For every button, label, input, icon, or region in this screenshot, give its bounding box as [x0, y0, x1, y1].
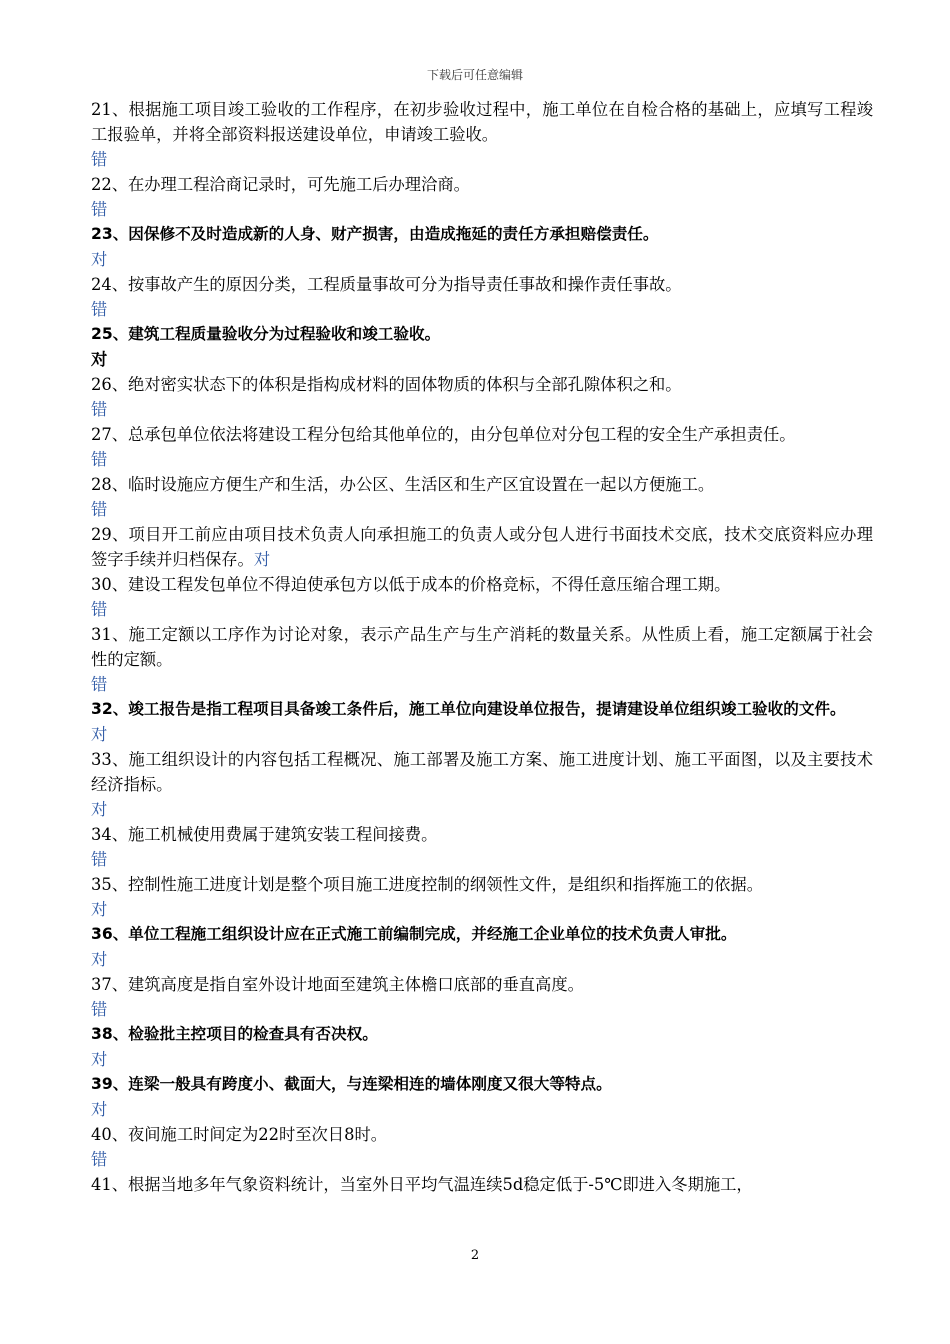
answer-32: 对 [91, 725, 108, 744]
question-23: 23、因保修不及时造成新的人身、财产损害，由造成拖延的责任方承担赔偿责任。 [91, 225, 659, 243]
answer-37: 错 [91, 1000, 108, 1019]
answer-34: 错 [91, 850, 108, 869]
answer-22: 错 [91, 200, 108, 219]
question-33: 33、施工组织设计的内容包括工程概况、施工部署及施工方案、施工进度计划、施工平面图，以及主要技术经济指标。 [91, 750, 873, 794]
question-36: 36、单位工程施工组织设计应在正式施工前编制完成，并经施工企业单位的技术负责人审批。 [91, 925, 737, 943]
question-39: 39、连梁一般具有跨度小、截面大，与连梁相连的墙体刚度又很大等特点。 [91, 1075, 612, 1093]
question-40: 40、夜间施工时间定为22时至次日8时。 [91, 1125, 388, 1144]
answer-27: 错 [91, 450, 108, 469]
question-27: 27、总承包单位依法将建设工程分包给其他单位的，由分包单位对分包工程的安全生产承担责任。 [91, 425, 796, 444]
answer-36: 对 [91, 950, 108, 969]
question-29-text: 29、项目开工前应由项目技术负责人向承担施工的负责人或分包人进行书面技术交底，技术交底资料应办理签字手续并归档保存。 [91, 525, 873, 569]
question-25: 25、建筑工程质量验收分为过程验收和竣工验收。 [91, 325, 441, 343]
question-26: 26、绝对密实状态下的体积是指构成材料的固体物质的体积与全部孔隙体积之和。 [91, 375, 682, 394]
answer-33: 对 [91, 800, 108, 819]
answer-39: 对 [91, 1100, 108, 1119]
answer-24: 错 [91, 300, 108, 319]
question-34: 34、施工机械使用费属于建筑安装工程间接费。 [91, 825, 438, 844]
answer-29: 对 [253, 550, 271, 569]
question-41: 41、根据当地多年气象资料统计，当室外日平均气温连续5d稳定低于-5℃即进入冬期施工， [91, 1175, 753, 1194]
answer-26: 错 [91, 400, 108, 419]
page-number: 2 [470, 1248, 480, 1263]
question-21: 21、根据施工项目竣工验收的工作程序，在初步验收过程中，施工单位在自检合格的基础上，应填写工程竣工报验单，并将全部资料报送建设单位，申请竣工验收。 [91, 100, 873, 144]
answer-31: 错 [91, 675, 108, 694]
answer-28: 错 [91, 500, 108, 519]
question-28: 28、临时设施应方便生产和生活，办公区、生活区和生产区宜设置在一起以方便施工。 [91, 475, 715, 494]
question-38: 38、检验批主控项目的检查具有否决权。 [91, 1025, 378, 1043]
page-header: 下载后可任意编辑 [426, 68, 523, 82]
answer-35: 对 [91, 900, 108, 919]
question-list [91, 97, 873, 1197]
answer-40: 错 [91, 1150, 108, 1169]
question-29 [91, 522, 873, 572]
answer-23: 对 [91, 250, 108, 269]
answer-25: 对 [91, 350, 108, 369]
question-22: 22、在办理工程洽商记录时，可先施工后办理洽商。 [91, 175, 470, 194]
question-24: 24、按事故产生的原因分类，工程质量事故可分为指导责任事故和操作责任事故。 [91, 275, 682, 294]
question-32: 32、竣工报告是指工程项目具备竣工条件后，施工单位向建设单位报告，提请建设单位组织竣工验收的文件。 [91, 700, 846, 718]
answer-38: 对 [91, 1050, 108, 1069]
question-31: 31、施工定额以工序作为讨论对象，表示产品生产与生产消耗的数量关系。从性质上看，施工定额属于社会性的定额。 [91, 625, 873, 669]
question-35: 35、控制性施工进度计划是整个项目施工进度控制的纲领性文件，是组织和指挥施工的依据。 [91, 875, 763, 894]
question-37: 37、建筑高度是指自室外设计地面至建筑主体檐口底部的垂直高度。 [91, 975, 584, 994]
answer-30: 错 [91, 600, 108, 619]
question-30: 30、建设工程发包单位不得迫使承包方以低于成本的价格竞标，不得任意压缩合理工期。 [91, 575, 731, 594]
answer-21: 错 [91, 150, 108, 169]
